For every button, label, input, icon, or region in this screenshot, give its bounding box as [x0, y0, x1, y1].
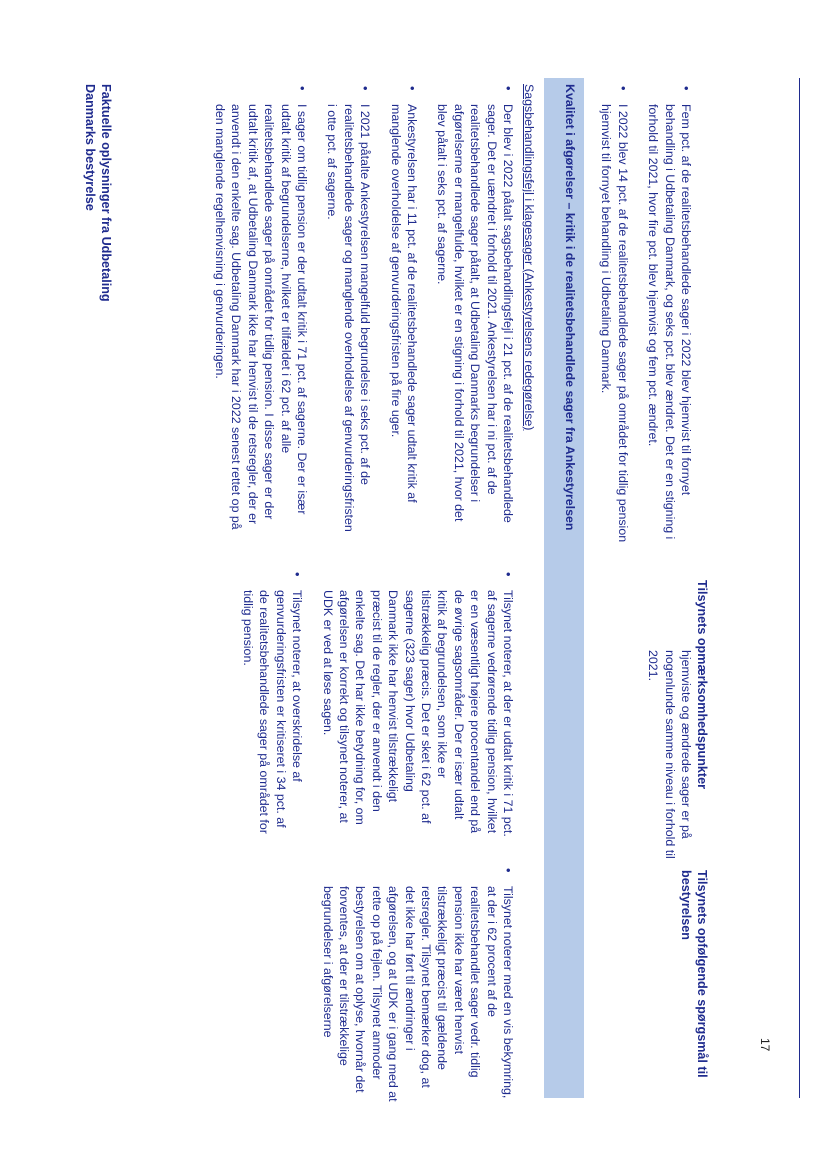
top-attention	[645, 650, 694, 880]
header-col-attention: Tilsynets opmærksomhedspunkter	[695, 580, 709, 790]
section-title: Kvalitet i afgørelser – kritik i de realitetsbehandlede sager fra Ankestyrelsen	[563, 84, 577, 531]
attention-bullet-2: • Tilsynet noterer, at overskridelse af genvurderingsfristen er kritiseret i 34 pct. af de realitetsbehandlede sager på området for tidlig pension.	[240, 570, 306, 840]
header-col-questions: Tilsynets opfølgende spørgsmål til bestyrelsen	[679, 870, 709, 1078]
fact-bullet-3: • I 2021 påtalte Ankestyrelsen mangelfuld begrundelse i seks pct. af de realitetsbehandlede sager og manglende overholdelse af genvurderingsfristen i otte pct. af sagerne.	[324, 84, 373, 534]
question-bullet-1: • Tilsynet noterer med en vis bekymring, at der i 62 procent af de realitetsbehandlet sager vedr. tidlig pension ikke har været henvist tilstrækkeligt præcist til gældende retsregler. Tilsynet bemærker dog, at det ikke har ført til ændringer i afgørelsen, og at UDK er i gang med at rette op på fejlen. Tilsynet anmoder bestyrelsen om at oplyse, hvornår det forventes, at der er tilstrækkelige begrundelser i afgørelserne	[319, 866, 516, 1102]
fact-bullet-2: • Ankestyrelsen har i 11 pct. af de realitetsbehandlede sager udtalt kritik af manglende overholdelse af genvurderingsfristen på fire uger.	[387, 84, 420, 534]
fact-bullet-4: • I sager om tidlig pension er der udtalt kritik i 71 pct. af sagerne. Der er især udtalt kritik af begrundelserne, hvilket er tilfældet i 62 pct. af alle realitetsbehandlede sager på området for tidlig pension. I disse sager er der udtalt kritik af, at Udbetaling Danmark ikke har henvist til de retsregler, der er anvendt i den enkelte sag. Udbetaling Danmark har i 2022 senest rettet op på den manglende regelhenvisning i genvurderingen.	[212, 84, 310, 534]
top-fact-2: • I 2022 blev 14 pct. af de realitetsbehandlede sager på området for tidlig pension hjemvist til fornyet behandling i Udbetaling Danmark.	[598, 84, 631, 554]
top-facts	[584, 84, 694, 554]
questions-column	[305, 866, 516, 1102]
header-col-facts: Faktuelle oplysninger fra Udbetaling Danmarks bestyrelse	[83, 84, 113, 302]
header-rule	[799, 78, 800, 1098]
attention-bullet-1: • Tilsynet noterer, at der er udtalt kritik i 71 pct. af sagerne vedrørende tidlig pension, hvilket er en væsentligt højere procentandel end på de øvrige sagsområder. Der er især udtalt kritik af begrundelsen, som ikke er tilstrækkelig præcis. Det er sket i 62 pct. af sagerne (323 sager) hvor Udbetaling Danmark ikke har henvist tilstrækkeligt præcist til de regler, der er anvendt i den enkelte sag. Det har ikke betydning for, om afgørelsen er korrekt og tilsynet noterer, at UDK er ved at løse sagen.	[319, 570, 516, 840]
section-subtitle: Sagsbehandlingsfejl i klagesager (Ankestyrelsens redegørelse)	[522, 84, 536, 431]
top-fact-1: • Fem pct. af de realitetsbehandlede sager i 2022 blev hjemvist til fornyet behandling i Udbetaling Danmark, og seks pct. blev ændret. Det er en stigning i forhold til 2021, hvor fire pct. blev hjemvist og fem pct. ændret.	[645, 84, 694, 554]
attention-column	[226, 570, 517, 840]
page-number: 17	[758, 1038, 772, 1052]
facts-column	[198, 84, 517, 534]
fact-bullet-1: • Der blev i 2022 påtalt sagsbehandlingsfejl i 21 pct. af de realitetsbehandlede sager. Det er uændret i forhold til 2021. Ankestyrelsen har i ni pct. af de realitetsbehandlede sager påtalt, at Udbetaling Danmarks begrundelser i afgørelserne er mangelfulde, hvilket er en stigning i forhold til 2021, hvor det blev påtalt i seks pct. af sagerne.	[434, 84, 516, 534]
top-attention-text: hjemviste og ændrede sager er på nogenlunde samme niveau i forhold til 2021.	[646, 650, 693, 859]
